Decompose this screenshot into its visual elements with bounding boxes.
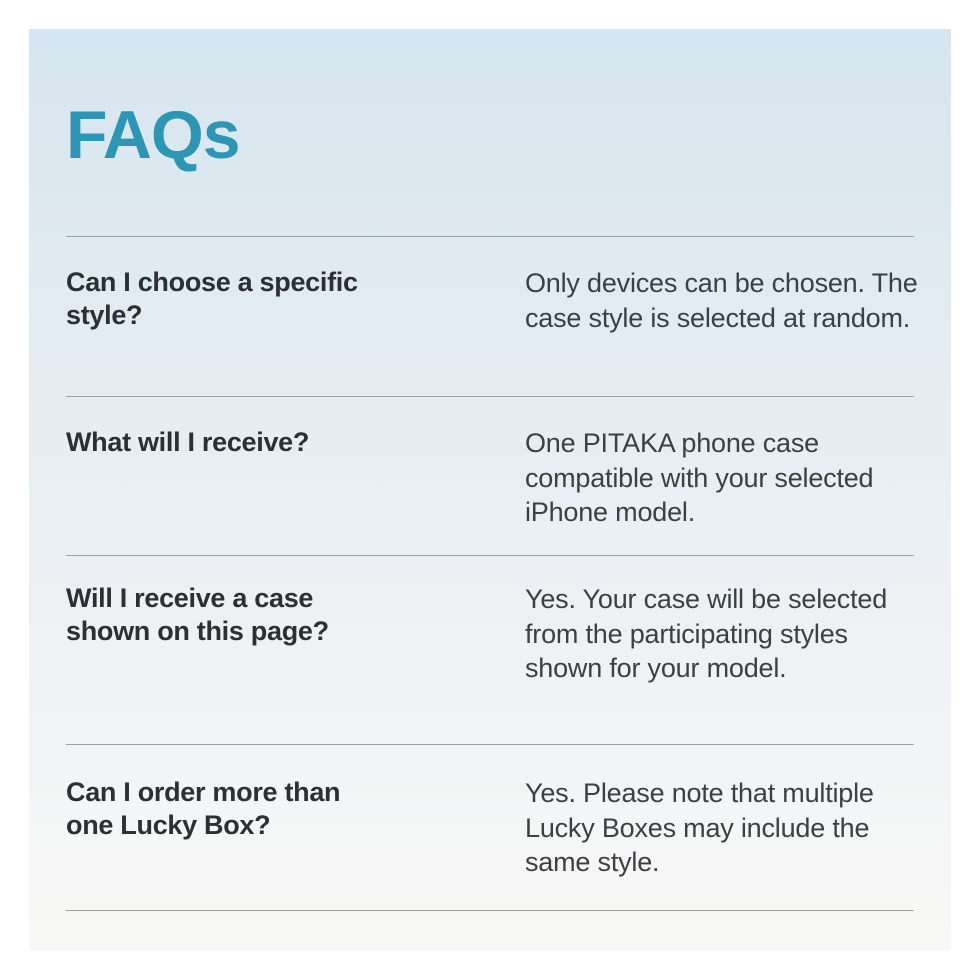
faq-divider	[66, 555, 914, 556]
faq-answer: Only devices can be chosen. The case style is selected at random.	[525, 268, 918, 333]
faq-question: Can I choose a specific style?	[66, 267, 358, 330]
faq-title: FAQs	[66, 97, 240, 173]
faq-card	[29, 29, 951, 951]
faq-answer: Yes. Your case will be selected from the participating styles shown for your model.	[525, 584, 888, 683]
faq-divider	[66, 236, 914, 237]
faq-question: Can I order more than one Lucky Box?	[66, 777, 341, 840]
faq-divider	[66, 396, 914, 397]
faq-answer: Yes. Please note that multiple Lucky Boxes may include the same style.	[525, 778, 874, 877]
faq-question: Will I receive a case shown on this page?	[66, 583, 329, 646]
faq-divider	[66, 910, 914, 911]
faq-divider	[66, 744, 914, 745]
faq-question: What will I receive?	[66, 427, 310, 457]
faq-answer: One PITAKA phone case compatible with your selected iPhone model.	[525, 428, 874, 527]
